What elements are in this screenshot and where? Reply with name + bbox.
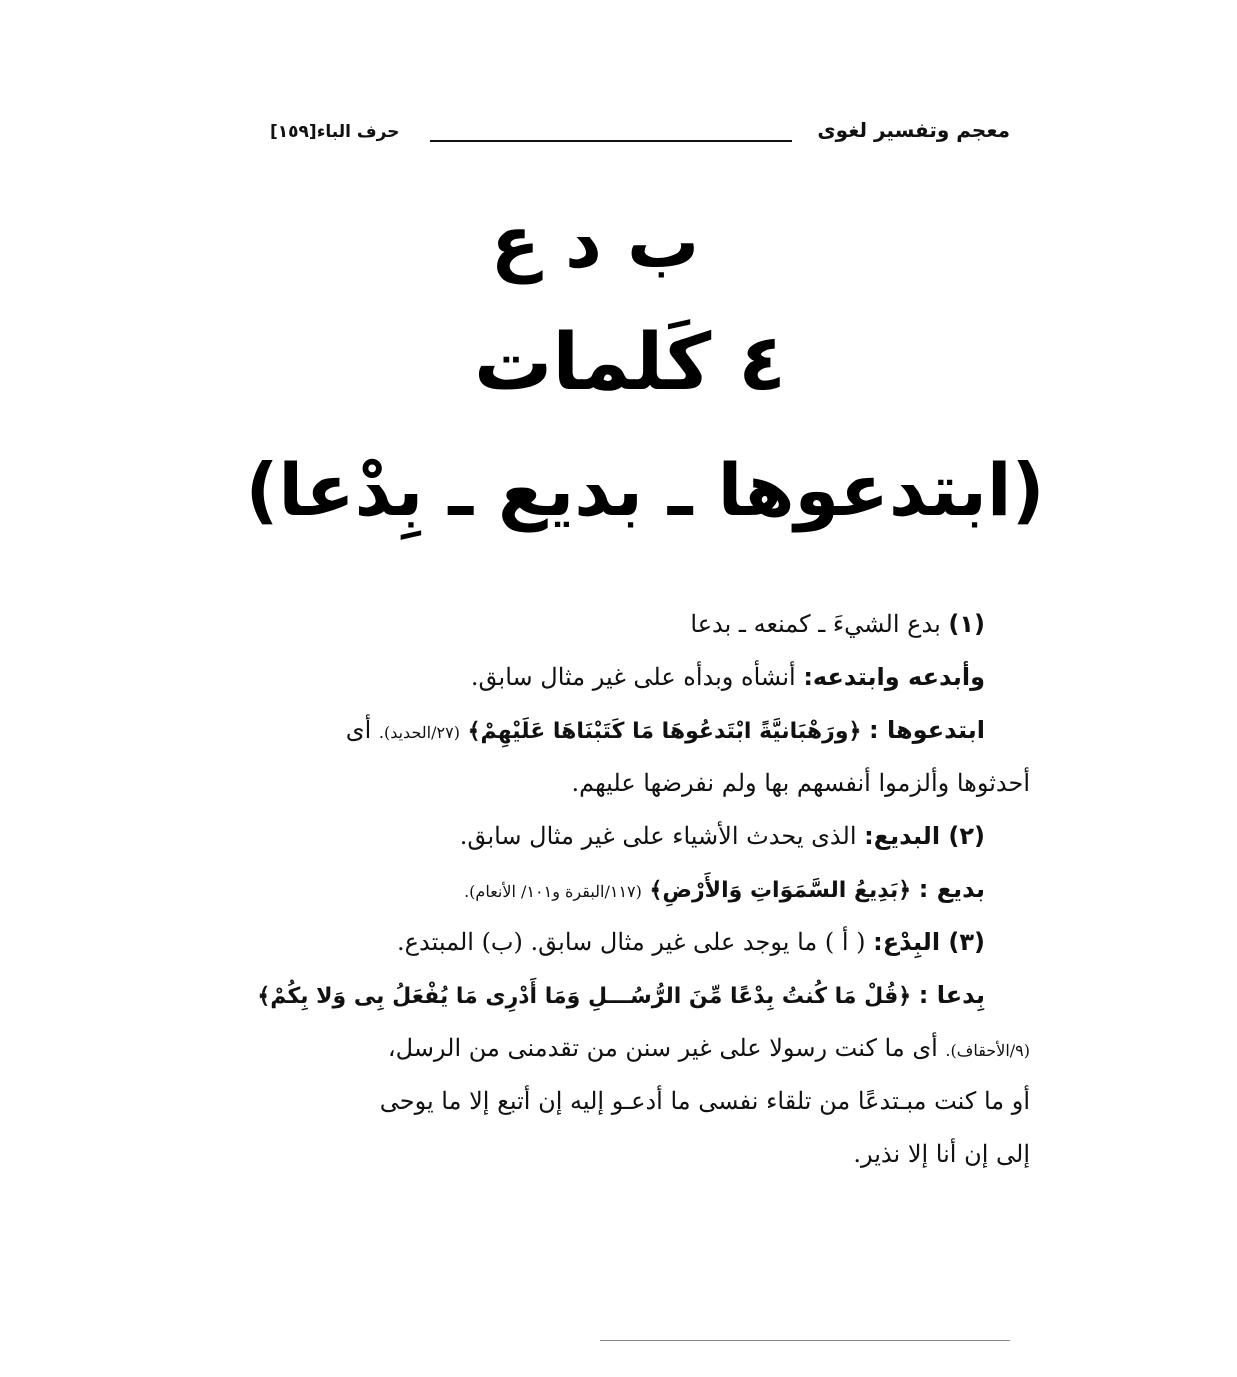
verse-reference: (٩/الأحقاف). [945, 1041, 1030, 1060]
term-label: ابتدعوها : [869, 716, 985, 744]
verse-reference: (٢٧/الحديد). [378, 723, 460, 742]
entry-line-6 [270, 863, 1030, 916]
entry-line-9 [270, 1022, 1030, 1075]
quran-quote: ﴿بَدِيعُ السَّمَوَاتِ وَالأَرْضِ﴾ [649, 878, 912, 903]
definition-text: الذى يحدث الأشياء على غير مثال سابق. [459, 822, 857, 850]
chapter-page-label: حرف الباء[١٥٩] [270, 122, 400, 142]
word-count-heading: ٤ كَلمات [474, 318, 786, 408]
entry-line-10 [270, 1075, 1030, 1128]
definition-text: بدع الشيءَ ـ كمنعه ـ بدعا [690, 610, 941, 638]
definition-text: أحدثوها وألزموا أنفسهم بها ولم نفرضها عليهم. [571, 769, 1030, 797]
definition-text: أو ما كنت مبـتدعًا من تلقاء نفسى ما أدعـو إليه إن أتبع إلا ما يوحى [379, 1087, 1030, 1115]
entry-line-3 [270, 704, 1030, 757]
entry-line-8 [257, 969, 1030, 1022]
book-title: معجم وتفسير لغوى [817, 118, 1010, 142]
definition-text: أى [345, 716, 372, 744]
entry-line-4 [270, 757, 1030, 810]
header-rule [430, 140, 792, 142]
entry-line-11 [270, 1128, 1030, 1181]
entry-line-5 [270, 810, 1030, 863]
definition-text: أى ما كنت رسولا على غير سنن من تقدمنى من الرسل، [387, 1034, 938, 1062]
term-label: بِدعا : [918, 981, 985, 1009]
section-number-1: (١) [948, 610, 985, 638]
footer-rule [600, 1340, 1010, 1341]
quran-quote: ﴿قُلْ مَا كُنتُ بِدْعًا مِّنَ الرُّسُـــلِ وَمَا أَدْرِى مَا يُفْعَلُ بِى وَلا بِكُمْ﴾ [257, 984, 912, 1009]
entry-body [257, 598, 1030, 1181]
entry-line-2 [270, 651, 1030, 704]
root-letters-heading: ب د ع [490, 200, 700, 284]
term-label: وأبدعه وابتدعه: [803, 663, 985, 691]
entry-line-7 [270, 916, 1030, 969]
section-term-2: (٢) البديع: [864, 822, 985, 850]
definition-text: إلى إن أنا إلا نذير. [853, 1140, 1030, 1168]
term-label: بديع : [918, 875, 985, 903]
running-header [270, 118, 1010, 158]
definition-text: أنشأه وبدأه على غير مثال سابق. [470, 663, 796, 691]
definition-text: ( أ ) ما يوجد على غير مثال سابق. (ب) المبتدع. [397, 928, 866, 956]
words-list-heading: (ابتدعوها ـ بديع ـ بِدْعا) [245, 448, 1045, 532]
entry-line-1 [270, 598, 1030, 651]
section-term-3: (٣) البِدْع: [873, 928, 985, 956]
quran-quote: ﴿ورَهْبَانيَّةً ابْتَدعُوهَا مَا كَتَبْنَاهَا عَلَيْهِمْ﴾ [467, 719, 862, 744]
verse-reference: (١١٧/البقرة و١٠١/ الأنعام). [464, 882, 642, 901]
